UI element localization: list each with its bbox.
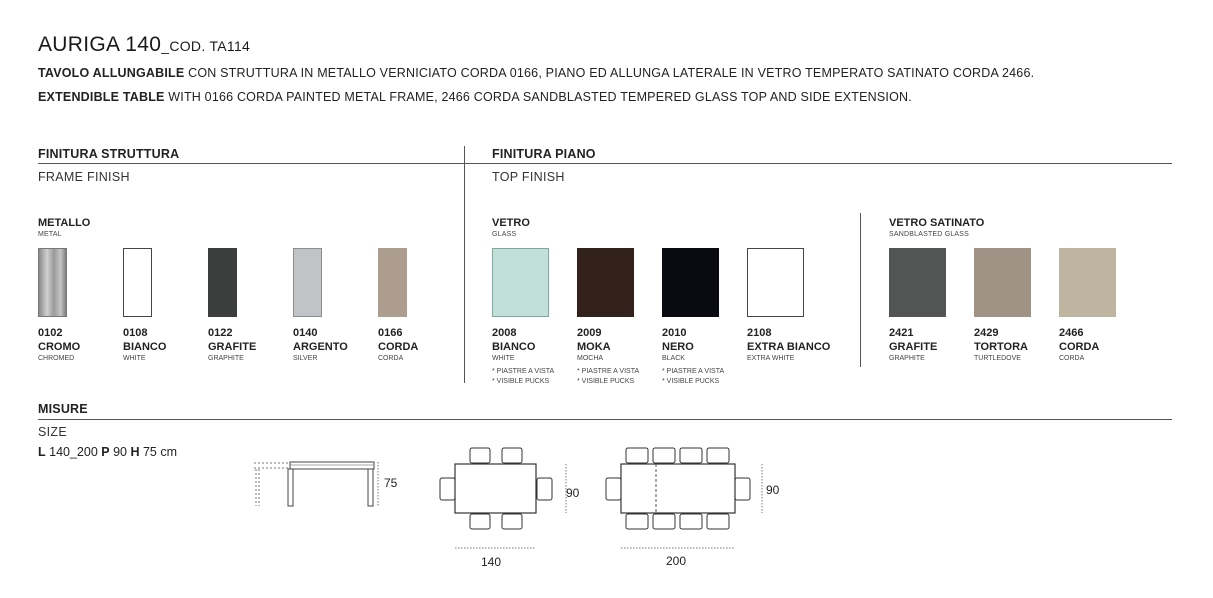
swatch-note-en: * VISIBLE PUCKS — [662, 378, 720, 385]
length-value: 140_200 — [45, 445, 102, 459]
swatch-english: SILVER — [293, 355, 318, 362]
metal-group-title: METALLO — [38, 217, 91, 229]
swatch-code: 0140 — [293, 327, 318, 339]
swatch-name: TORTORA — [974, 341, 1028, 353]
swatch-name: GRAFITE — [208, 341, 257, 353]
frame-divider — [38, 163, 464, 164]
description-english-bold: EXTENDIBLE TABLE — [38, 90, 165, 104]
swatch-name: NERO — [662, 341, 694, 353]
swatch-english: TURTLEDOVE — [974, 355, 1021, 362]
frame-finish-title: FINITURA STRUTTURA — [38, 147, 180, 161]
width-dimension-200: 200 — [666, 554, 687, 568]
chip-corda — [378, 248, 407, 317]
chip-glass-bianco — [492, 248, 549, 317]
swatch-english: GRAPHITE — [889, 355, 925, 362]
chip-glass-nero — [662, 248, 719, 317]
swatch-english: BLACK — [662, 355, 685, 362]
size-dimensions — [38, 445, 177, 459]
depth-dimension-140: 90 — [566, 486, 580, 500]
swatch-code: 0122 — [208, 327, 233, 339]
description-italian-bold: TAVOLO ALLUNGABILE — [38, 66, 185, 80]
description-english — [38, 90, 912, 104]
glass-divider — [860, 213, 861, 367]
section-divider — [464, 146, 465, 383]
chip-satin-grafite — [889, 248, 946, 317]
swatch-english: GRAPHITE — [208, 355, 244, 362]
swatch-note-en: * VISIBLE PUCKS — [492, 378, 550, 385]
product-name: AURIGA 140 — [38, 33, 162, 56]
swatch-code: 2008 — [492, 327, 517, 339]
swatch-code: 0108 — [123, 327, 148, 339]
swatch-english: MOCHA — [577, 355, 604, 362]
size-divider — [38, 419, 1172, 420]
swatch-english: EXTRA WHITE — [747, 355, 795, 362]
height-dimension: 75 — [384, 476, 398, 490]
height-value: 75 cm — [139, 445, 177, 459]
description-italian — [38, 66, 1034, 80]
depth-value: 90 — [109, 445, 131, 459]
swatch-name: MOKA — [577, 341, 611, 353]
description-english-text: WITH 0166 CORDA PAINTED METAL FRAME, 2466 CORDA SANDBLASTED TEMPERED GLASS TOP AND SIDE EXTENSION. — [164, 90, 912, 104]
chip-glass-moka — [577, 248, 634, 317]
top-finish-title: FINITURA PIANO — [492, 147, 596, 161]
swatch-code: 2010 — [662, 327, 687, 339]
depth-dimension-200: 90 — [766, 483, 780, 497]
top-finish-subtitle: TOP FINISH — [492, 170, 565, 184]
product-title — [38, 33, 250, 57]
glass-group-subtitle: GLASS — [492, 231, 517, 238]
swatch-note-it: * PIASTRE A VISTA — [492, 368, 555, 375]
chip-cromo — [38, 248, 67, 317]
swatch-code: 0102 — [38, 327, 63, 339]
swatch-name: CORDA — [1059, 341, 1100, 353]
swatch-name: GRAFITE — [889, 341, 938, 353]
swatch-english: CORDA — [378, 355, 404, 362]
swatch-name: BIANCO — [123, 341, 167, 353]
swatch-english: WHITE — [123, 355, 146, 362]
plan-view-200 — [602, 444, 782, 556]
swatch-english: CHROMED — [38, 355, 75, 362]
swatch-name: CORDA — [378, 341, 419, 353]
satin-group-title: VETRO SATINATO — [889, 217, 985, 229]
swatch-name: EXTRA BIANCO — [747, 341, 831, 353]
chip-satin-tortora — [974, 248, 1031, 317]
product-code: _COD. TA114 — [161, 38, 251, 54]
metal-group-subtitle: METAL — [38, 231, 62, 238]
top-divider — [464, 163, 1172, 164]
chip-argento — [293, 248, 322, 317]
frame-finish-subtitle: FRAME FINISH — [38, 170, 130, 184]
glass-group-title: VETRO — [492, 217, 530, 229]
satin-group-subtitle: SANDBLASTED GLASS — [889, 231, 970, 238]
chip-grafite — [208, 248, 237, 317]
swatch-code: 2421 — [889, 327, 914, 339]
chip-glass-extra-bianco — [747, 248, 804, 317]
swatch-english: WHITE — [492, 355, 515, 362]
swatch-code: 2429 — [974, 327, 999, 339]
description-italian-text: CON STRUTTURA IN METALLO VERNICIATO CORDA 0166, PIANO ED ALLUNGA LATERALE IN VETRO TEMPERATO SATINATO CORDA 2466. — [184, 66, 1035, 80]
swatch-english: CORDA — [1059, 355, 1085, 362]
swatch-note-it: * PIASTRE A VISTA — [577, 368, 640, 375]
swatch-note-en: * VISIBLE PUCKS — [577, 378, 635, 385]
swatch-name: BIANCO — [492, 341, 536, 353]
swatch-code: 2466 — [1059, 327, 1084, 339]
chip-satin-corda — [1059, 248, 1116, 317]
size-subtitle: SIZE — [38, 425, 67, 439]
side-view-drawing — [250, 455, 390, 515]
height-label: H — [130, 445, 140, 459]
depth-label: P — [101, 445, 110, 459]
chip-bianco — [123, 248, 152, 317]
plan-view-140 — [436, 444, 586, 556]
length-label: L — [38, 445, 46, 459]
swatch-name: CROMO — [38, 341, 81, 353]
width-dimension-140: 140 — [481, 555, 502, 569]
swatch-code: 2108 — [747, 327, 772, 339]
swatch-note-it: * PIASTRE A VISTA — [662, 368, 725, 375]
swatch-name: ARGENTO — [293, 341, 348, 353]
size-title: MISURE — [38, 402, 88, 416]
swatch-code: 2009 — [577, 327, 602, 339]
swatch-code: 0166 — [378, 327, 403, 339]
